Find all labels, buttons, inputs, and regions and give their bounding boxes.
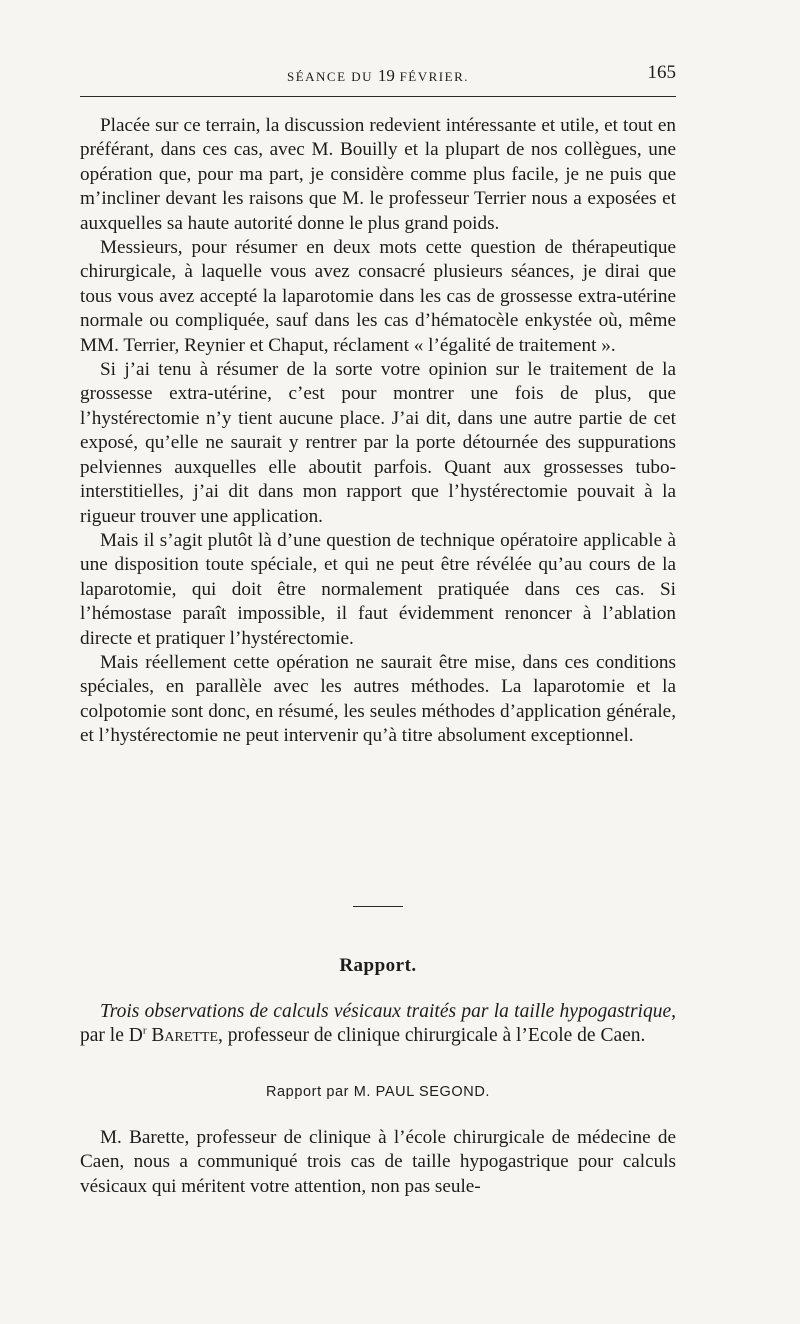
- running-title-month: FÉVRIER.: [399, 69, 469, 84]
- report-title-italic: Trois observations de calculs vésicaux traités par la taille hypogastrique: [100, 1001, 672, 1022]
- section-separator: [353, 906, 403, 907]
- running-title-day: 19: [377, 66, 395, 85]
- report-byline: Rapport par M. PAUL SEGOND.: [265, 1084, 491, 1100]
- paragraph: Si j’ai tenu à résumer de la sorte votre opinion sur le traitement de la grossesse extra-utérine, c’est pour montrer une fois de plus, que l’hystérectomie n’y tient aucune place. J’ai dit, dans une autre partie de cet exposé, qu’elle ne saurait y rentrer par la porte détournée des suppurations pelviennes auxquelles elle aboutit parfois. Quant aux grossesses tubo-interstitielles, j’ai dit dans mon rapport que l’hystérectomie pouvait à la rigueur trouver une application.: [80, 359, 676, 527]
- section-heading: Rapport.: [339, 955, 417, 976]
- running-header: [80, 62, 676, 86]
- paragraph: Mais il s’agit plutôt là d’une question de technique opératoire applicable à une disposition toute spéciale, et qui ne peut être révélée qu’au cours de la laparotomie, qui doit être normalement pratiquée dans ces cas. Si l’hémostase paraît impossible, il faut évidemment renoncer à l’ablation directe et pratiquer l’hystérectomie.: [80, 529, 676, 649]
- paragraph: Placée sur ce terrain, la discussion redevient intéressante et utile, et tout en préférant, dans ces cas, avec M. Bouilly et la plupart de nos collègues, une opération que, pour ma part, je considère comme plus facile, je ne puis que m’incliner devant les raisons que M. le professeur Terrier nous a exposées et auxquelles sa haute autorité donne le plus grand poids.: [80, 115, 676, 234]
- paragraph: Mais réellement cette opération ne saurait être mise, dans ces conditions spéciales, en parallèle avec les autres méthodes. La laparotomie et la colpotomie sont donc, en résumé, les seules méthodes d’application générale, et l’hystérectomie ne peut intervenir qu’à titre absolument exceptionnel.: [80, 651, 676, 747]
- body-text: [80, 114, 676, 749]
- running-title-prefix: SÉANCE DU: [286, 69, 374, 84]
- report-author-affiliation: , professeur de clinique chirurgicale à l’Ecole de Caen.: [218, 1025, 646, 1047]
- page-number: 165: [647, 62, 676, 83]
- paragraph: Messieurs, pour résumer en deux mots cette question de thérapeutique chirurgicale, à laquelle vous avez consacré plusieurs séances, je dirai que tous vous avez accepté la laparotomie dans les cas de grossesse extra-utérine normale ou compliquée, sauf dans les cas d’hématocèle enkystée où, même MM. Terrier, Reynier et Chaput, réclament « l’égalité de traitement ».: [80, 237, 676, 356]
- report-title-by: , par le D: [80, 1001, 676, 1047]
- running-title: [80, 66, 676, 86]
- report-author-name: Barette: [151, 1025, 219, 1047]
- report-title: [80, 1000, 676, 1049]
- report-title-superscript: r: [142, 1024, 147, 1037]
- report-body: M. Barette, professeur de clinique à l’école chirurgicale de médecine de Caen, nous a communiqué trois cas de taille hypogastrique pour calculs vésicaux qui méritent votre attention, non pas seule-: [80, 1127, 676, 1197]
- header-rule: [80, 96, 676, 97]
